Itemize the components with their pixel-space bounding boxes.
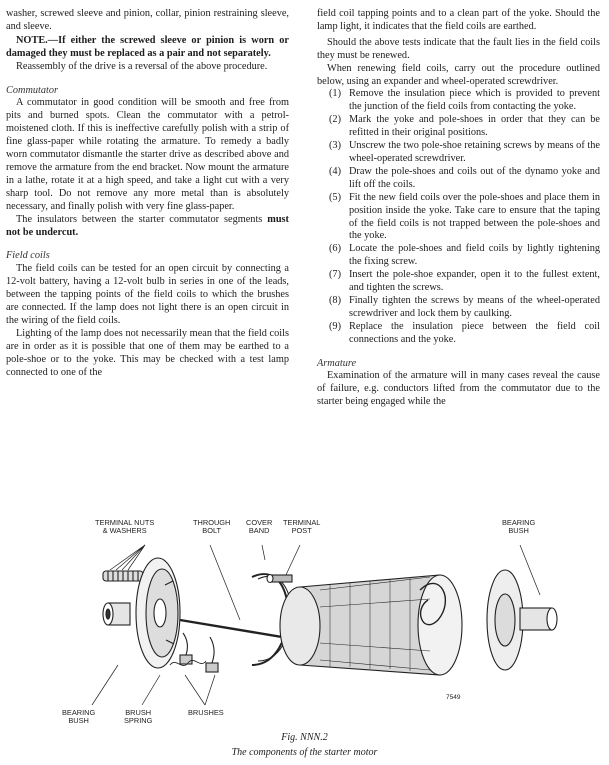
label-line: BRUSH bbox=[125, 708, 152, 717]
label-line: BUSH bbox=[508, 526, 529, 536]
step-text: Fit the new field coils over the pole-shoes and place them in position inside the yoke. Take care to ensure that the taping of the field coils is not trapped between the pole-shoes and the yoke. bbox=[349, 191, 600, 242]
label-line: SPRING bbox=[124, 716, 153, 726]
step-number: (8) bbox=[329, 294, 342, 306]
armature-heading: Armature bbox=[317, 357, 357, 369]
step-item bbox=[317, 114, 600, 140]
step-text: Insert the pole-shoe expander, open it to the fullest extent, and tighten the screws. bbox=[349, 269, 600, 294]
label-line: BEARING bbox=[502, 518, 536, 527]
step-number: (5) bbox=[329, 191, 342, 203]
right-bearing-bush bbox=[520, 608, 557, 630]
drive-end-bracket bbox=[487, 570, 523, 670]
armature-paragraph: Examination of the armature will in many cases reveal the cause of failure, e.g. conductors lifted from the commutator due to the starter being engaged while the bbox=[317, 370, 600, 408]
step-text: Replace the insulation piece between the field coil connections and the yoke. bbox=[349, 320, 600, 345]
figure-code: 7549 bbox=[446, 694, 461, 701]
label-line: BUSH bbox=[68, 716, 89, 726]
step-item bbox=[317, 192, 600, 244]
left-column bbox=[6, 8, 289, 379]
step-item bbox=[317, 269, 600, 295]
starter-motor-illustration bbox=[0, 515, 609, 730]
commutator-end-bracket bbox=[136, 558, 180, 668]
label-line: & WASHERS bbox=[102, 526, 147, 536]
label-line: BAND bbox=[248, 526, 270, 536]
reassembly-paragraph: Reassembly of the drive is a reversal of the above procedure. bbox=[16, 60, 268, 72]
step-item bbox=[317, 243, 600, 269]
step-number: (9) bbox=[329, 320, 342, 332]
step-number: (7) bbox=[329, 269, 342, 281]
label-bearing-bush-left bbox=[62, 709, 95, 726]
terminal-post bbox=[267, 575, 292, 583]
step-item bbox=[317, 166, 600, 192]
step-number: (1) bbox=[329, 88, 342, 100]
step-number: (4) bbox=[329, 165, 342, 177]
label-terminal-nuts bbox=[95, 519, 154, 536]
commutator-insulator-text: The insulators between the starter commutator segments bbox=[16, 213, 268, 225]
label-terminal-post bbox=[283, 519, 320, 536]
step-text: Mark the yoke and pole-shoes in order that they can be refitted in their original positions. bbox=[349, 114, 600, 139]
commutator-insulator-warning: must not be undercut. bbox=[6, 213, 289, 238]
step-text: Remove the insulation piece which is provided to prevent the junction of the field coils from contacting the yoke. bbox=[349, 88, 600, 113]
right-column bbox=[317, 8, 600, 409]
left-bearing-bush bbox=[103, 603, 130, 625]
renewal-steps-list bbox=[317, 88, 600, 346]
note-label: NOTE. bbox=[16, 34, 48, 46]
commutator-paragraph: A commutator in good condition will be smooth and free from pits and burned spots. Clean the commutator with a petrol-moistened cloth. If this is ineffective carefully polish with a strip of fine glass-paper while rotating the armature. To remedy a badly worn commutator dismantle the starter drive as described above and remove the armature from the end bracket. Now mount the armature in a lathe, rotate it at a high speed, and take a light cut with a very sharp tool. Do not remove any more metal than is absolutely necessary, and finally polish with very fine glass-paper. bbox=[6, 97, 289, 212]
step-item bbox=[317, 88, 600, 114]
label-line: BRUSHES bbox=[188, 708, 224, 717]
tests-paragraph: Should the above tests indicate that the fault lies in the field coils they must be renewed. bbox=[317, 36, 600, 61]
label-brushes bbox=[188, 709, 224, 717]
field-coils-paragraph: The field coils can be tested for an open circuit by connecting a 12-volt battery, having a 12-volt bulb in series in one of the leads, between the tapping points of the field coils to which the brushes are connected. If the lamp does not light there is an open circuit in the wiring of the field coils. bbox=[6, 263, 289, 326]
step-number: (6) bbox=[329, 243, 342, 255]
field-coils-heading: Field coils bbox=[6, 250, 50, 262]
step-text: Locate the pole-shoes and field coils by lightly tightening the fixing screw. bbox=[349, 243, 600, 268]
label-bearing-bush-right bbox=[502, 519, 535, 536]
starter-motor-figure bbox=[0, 515, 609, 730]
field-coils-lamp-paragraph: Lighting of the lamp does not necessarily mean that the field coils are in order as it is possible that one of them may be earthed to a pole-shoe or to the yoke. This may be checked with a test lamp connected to one of the bbox=[6, 327, 289, 378]
terminal-nuts-washers bbox=[103, 571, 143, 581]
step-text: Draw the pole-shoes and coils out of the dynamo yoke and lift off the coils. bbox=[349, 165, 600, 190]
label-line: THROUGH bbox=[193, 518, 231, 527]
renew-paragraph: When renewing field coils, carry out the procedure outlined below, using an expander and wheel-operated screwdriver. bbox=[317, 62, 600, 87]
note-text: —If either the screwed sleeve or pinion is worn or damaged they must be replaced as a pair and not separately. bbox=[6, 34, 289, 59]
step-text: Finally tighten the screws by means of the wheel-operated screwdriver and lock them by caulking. bbox=[349, 294, 600, 319]
label-cover-band bbox=[246, 519, 272, 536]
label-through-bolt bbox=[193, 519, 230, 536]
step-number: (2) bbox=[329, 114, 342, 126]
commutator-insulator-paragraph bbox=[6, 214, 289, 240]
step-item bbox=[317, 140, 600, 166]
intro-paragraph: washer, screwed sleeve and pinion, collar, pinion restraining sleeve, and sleeve. bbox=[6, 8, 289, 32]
step-item bbox=[317, 321, 600, 347]
step-text: Unscrew the two pole-shoe retaining screws by means of the wheel-operated screwdriver. bbox=[349, 140, 600, 164]
yoke-field-coils bbox=[280, 575, 462, 675]
step-item bbox=[317, 295, 600, 321]
label-line: TERMINAL NUTS bbox=[95, 518, 155, 527]
commutator-heading: Commutator bbox=[6, 84, 59, 96]
continuation-paragraph: field coil tapping points and to a clean part of the yoke. Should the lamp light, it indicates that the field coils are earthed. bbox=[317, 8, 600, 32]
figure-number: Fig. NNN.2 bbox=[281, 732, 328, 743]
label-brush-spring bbox=[124, 709, 152, 726]
figure-caption: The components of the starter motor bbox=[231, 747, 378, 758]
label-line: COVER bbox=[246, 518, 273, 527]
label-line: POST bbox=[291, 526, 312, 536]
label-line: BOLT bbox=[202, 526, 222, 536]
label-line: BEARING bbox=[62, 708, 96, 717]
label-line: TERMINAL bbox=[283, 518, 321, 527]
step-number: (3) bbox=[329, 140, 342, 152]
note-paragraph bbox=[6, 35, 289, 61]
